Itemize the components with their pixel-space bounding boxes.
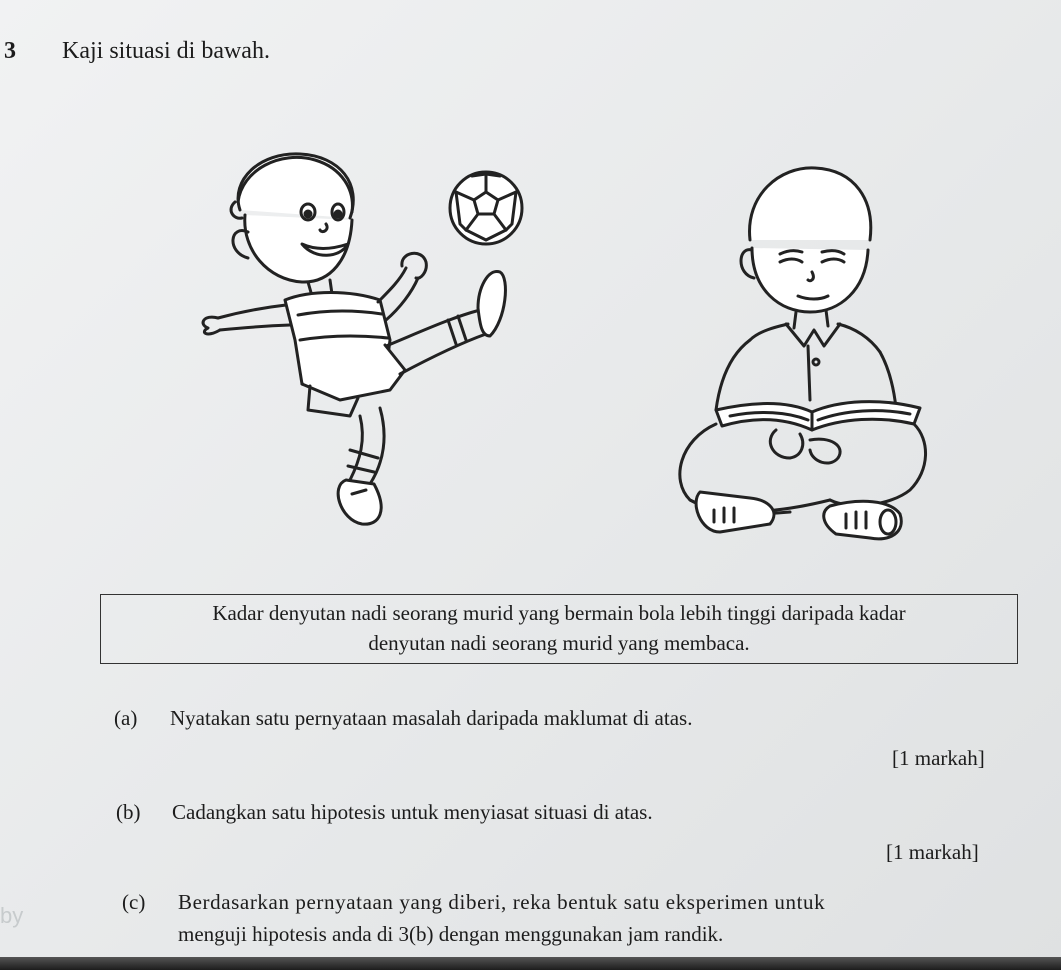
part-b-label: (b) bbox=[116, 800, 141, 824]
part-c-label: (c) bbox=[122, 890, 146, 914]
question-number: 3 bbox=[4, 38, 16, 64]
statement-line-2: denyutan nadi seorang murid yang membaca. bbox=[368, 631, 750, 655]
illustration bbox=[190, 140, 950, 560]
screen-bottom-edge bbox=[0, 957, 1061, 970]
part-c-text-line-1: Berdasarkan pernyataan yang diberi, reka bentuk satu eksperimen untuk bbox=[178, 890, 826, 914]
part-a-marks: [1 markah] bbox=[892, 746, 985, 770]
football-drawing bbox=[450, 172, 522, 244]
faint-text: by bbox=[0, 903, 24, 928]
boy-reading-drawing bbox=[680, 168, 926, 539]
question-intro: Kaji situasi di bawah. bbox=[62, 38, 270, 64]
part-b-text: Cadangkan satu hipotesis untuk menyiasat situasi di atas. bbox=[172, 800, 653, 824]
statement-box bbox=[100, 594, 1018, 664]
part-a-text: Nyatakan satu pernyataan masalah daripada maklumat di atas. bbox=[170, 706, 693, 730]
part-b-marks: [1 markah] bbox=[886, 840, 979, 864]
part-a-label: (a) bbox=[114, 706, 138, 730]
part-c-text-line-2: menguji hipotesis anda di 3(b) dengan menggunakan jam randik. bbox=[178, 922, 724, 946]
statement-line-1: Kadar denyutan nadi seorang murid yang bermain bola lebih tinggi daripada kadar bbox=[212, 601, 906, 625]
